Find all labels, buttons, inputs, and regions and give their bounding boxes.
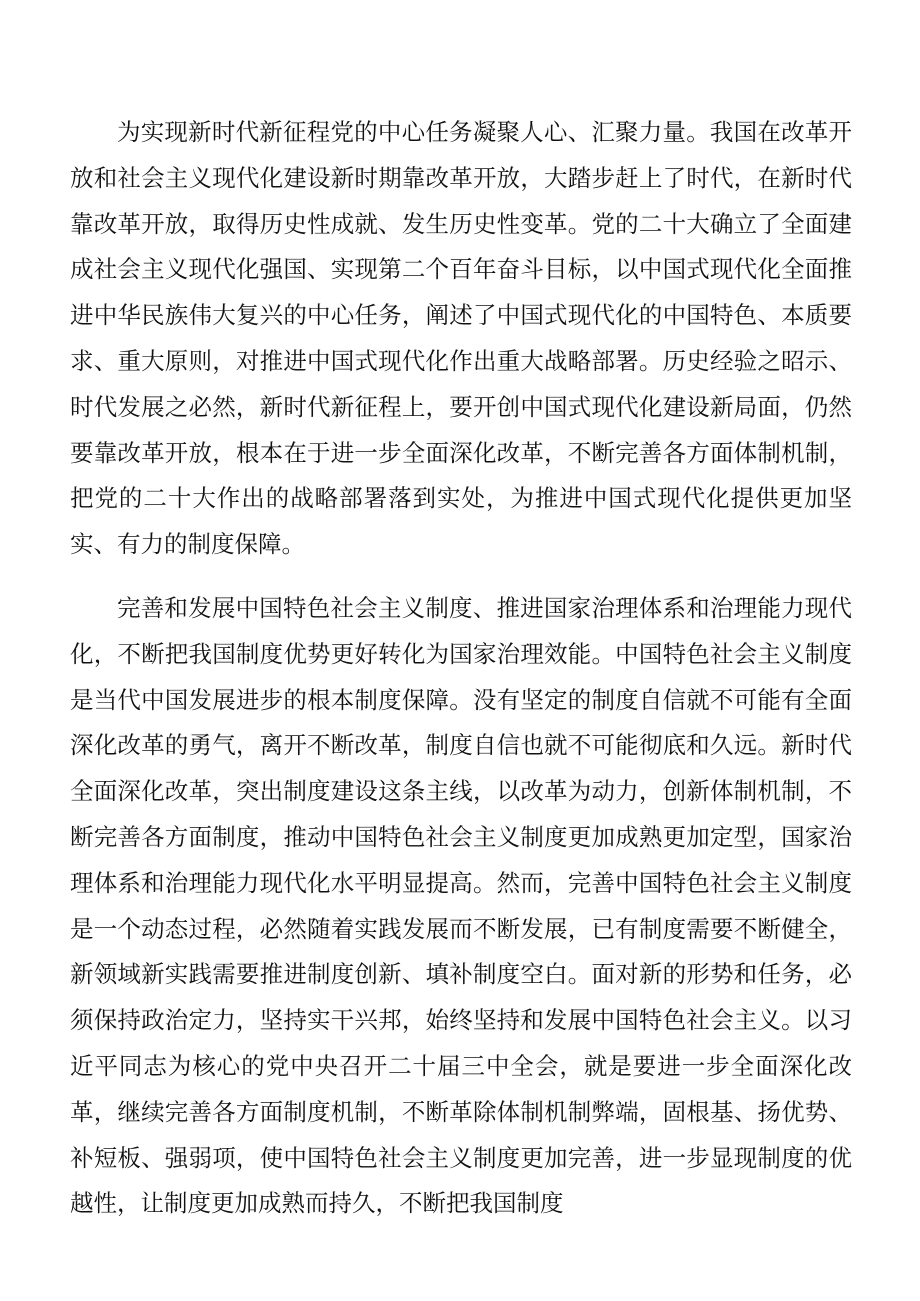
paragraph-2: 完善和发展中国特色社会主义制度、推进国家治理体系和治理能力现代化，不断把我国制度优势更好转化为国家治理效能。中国特色社会主义制度是当代中国发展进步的根本制度保障。没有坚定的制度自信就不可能有全面深化改革的勇气，离开不断改革，制度自信也就不可能彻底和久远。新时代全面深化改革，突出制度建设这条主线，以改革为动力，创新体制机制，不断完善各方面制度，推动中国特色社会主义制度更加成熟更加定型，国家治理体系和治理能力现代化水平明显提高。然而，完善中国特色社会主义制度是一个动态过程，必然随着实践发展而不断发展，已有制度需要不断健全，新领域新实践需要推进制度创新、填补制度空白。面对新的形势和任务，必须保持政治定力，坚持实干兴邦，始终坚持和发展中国特色社会主义。以习近平同志为核心的党中央召开二十届三中全会，就是要进一步全面深化改革，继续完善各方面制度机制，不断革除体制机制弊端，固根基、扬优势、补短板、强弱项，使中国特色社会主义制度更加完善，进一步显现制度的优越性，让制度更加成熟而持久，不断把我国制度 bbox=[70, 593, 852, 1218]
document-body bbox=[70, 110, 852, 1227]
paragraph-1: 为实现新时代新征程党的中心任务凝聚人心、汇聚力量。我国在改革开放和社会主义现代化建设新时期靠改革开放，大踏步赶上了时代，在新时代靠改革开放，取得历史性成就、发生历史性变革。党的二十大确立了全面建成社会主义现代化强国、实现第二个百年奋斗目标，以中国式现代化全面推进中华民族伟大复兴的中心任务，阐述了中国式现代化的中国特色、本质要求、重大原则，对推进中国式现代化作出重大战略部署。历史经验之昭示、时代发展之必然，新时代新征程上，要开创中国式现代化建设新局面，仍然要靠改革开放，根本在于进一步全面深化改革，不断完善各方面体制机制，把党的二十大作出的战略部署落到实处，为推进中国式现代化提供更加坚实、有力的制度保障。 bbox=[70, 118, 852, 559]
